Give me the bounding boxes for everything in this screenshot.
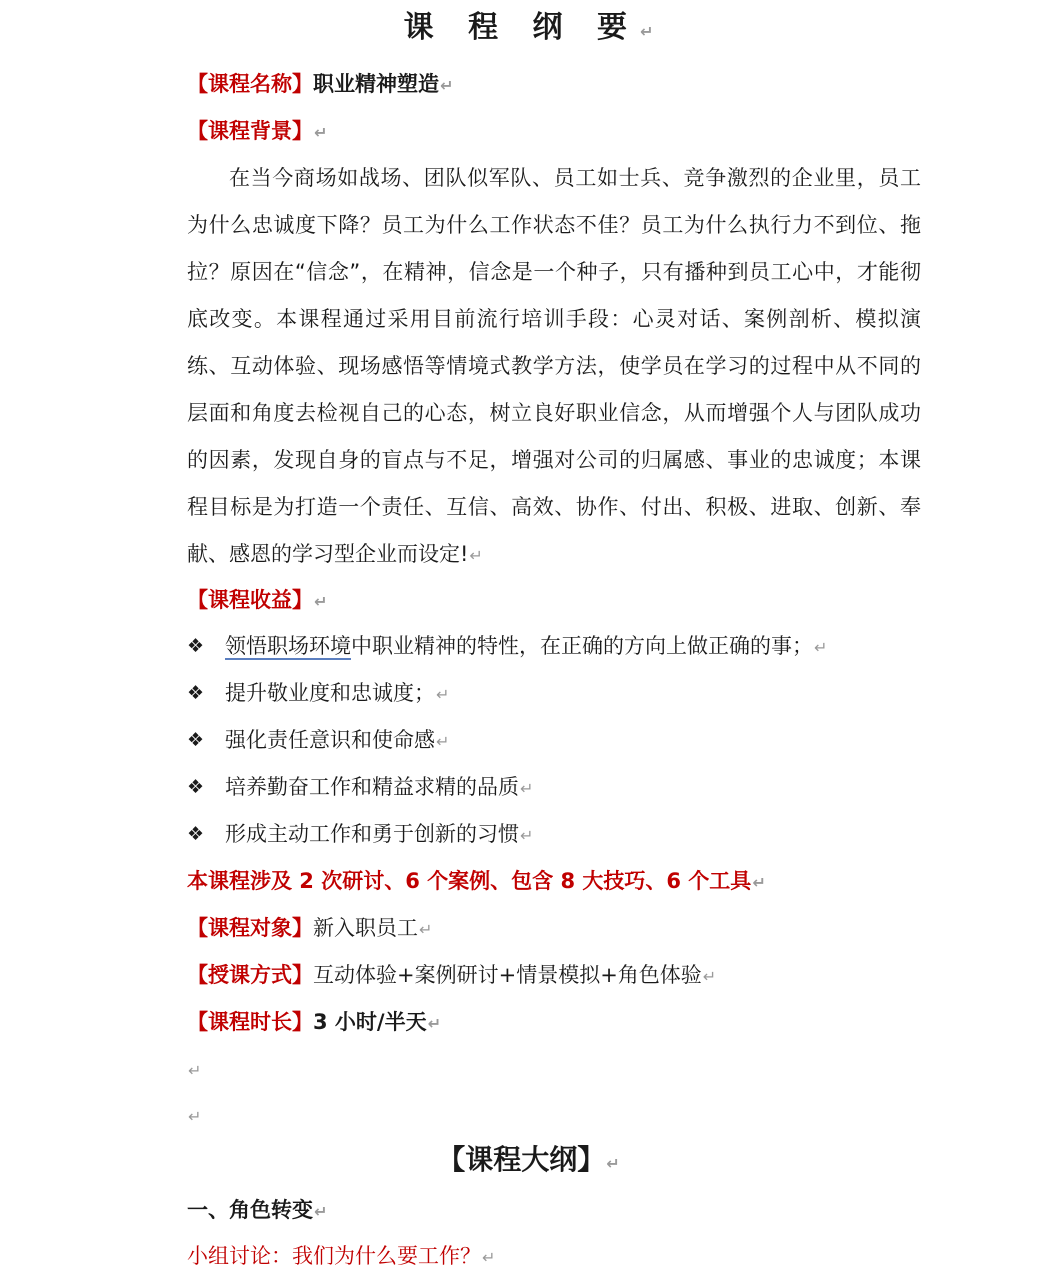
course-name-value: 职业精神塑造 <box>313 72 439 96</box>
method-label: 【授课方式】 <box>187 963 313 987</box>
paragraph-mark-icon: ↵ <box>752 873 766 892</box>
method-value: 互动体验+案例研讨+情景模拟+角色体验 <box>313 963 702 987</box>
paragraph-mark-icon: ↵ <box>419 920 433 939</box>
document-title <box>0 8 1057 52</box>
paragraph-mark-icon: ↵ <box>314 123 328 142</box>
empty-paragraph <box>187 1054 201 1086</box>
paragraph-mark-icon: ↵ <box>814 638 828 657</box>
paragraph-mark-icon: ↵ <box>440 76 454 95</box>
paragraph-mark-icon: ↵ <box>520 826 534 845</box>
paragraph-mark-icon: ↵ <box>314 592 328 611</box>
paragraph-mark-icon: ↵ <box>436 685 450 704</box>
duration-value: 3 小时/半天 <box>313 1010 427 1034</box>
discussion-line <box>187 1241 495 1273</box>
paragraph-mark-icon: ↵ <box>482 1248 496 1267</box>
paragraph-mark-icon: ↵ <box>436 732 450 751</box>
paragraph-mark-icon: ↵ <box>606 1154 620 1173</box>
background-paragraph <box>187 155 921 579</box>
section-heading <box>187 1195 327 1227</box>
paragraph-mark-icon: ↵ <box>314 1202 328 1221</box>
duration-line <box>187 1007 441 1039</box>
benefits-label: 【课程收益】 <box>187 588 313 612</box>
benefit-item <box>225 819 533 851</box>
section-1-title: 一、角色转变 <box>187 1198 313 1222</box>
benefits-heading <box>187 585 327 617</box>
empty-paragraph <box>187 1100 201 1132</box>
course-name-line <box>187 69 453 101</box>
benefit-text: 中职业精神的特性，在正确的方向上做正确的事； <box>351 634 813 658</box>
course-name-label: 【课程名称】 <box>187 72 313 96</box>
paragraph-mark-icon: ↵ <box>427 1014 441 1033</box>
paragraph-mark-icon: ↵ <box>702 967 717 986</box>
benefit-item <box>225 772 533 804</box>
audience-value: 新入职员工 <box>313 916 418 940</box>
paragraph-mark-icon: ↵ <box>188 1107 202 1126</box>
outline-title: 【课程大纲】 <box>437 1143 606 1176</box>
benefit-text: 培养勤奋工作和精益求精的品质 <box>225 775 519 799</box>
benefit-text: 提升敬业度和忠诚度； <box>225 681 435 705</box>
diamond-bullet-icon: ❖ <box>187 729 205 751</box>
background-label: 【课程背景】 <box>187 119 313 143</box>
benefit-item <box>225 725 449 757</box>
discussion-text: 小组讨论：我们为什么要工作？ <box>187 1244 481 1268</box>
benefit-underlined-text: 领悟职场环境 <box>225 634 351 658</box>
diamond-bullet-icon: ❖ <box>187 682 205 704</box>
benefit-item <box>225 678 449 710</box>
highlight-text: 本课程涉及 2 次研讨、6 个案例、包含 8 大技巧、6 个工具 <box>187 869 752 893</box>
paragraph-mark-icon: ↵ <box>639 22 654 41</box>
benefit-text: 强化责任意识和使命感 <box>225 728 435 752</box>
outline-heading <box>0 1142 1057 1182</box>
background-heading <box>187 116 327 148</box>
benefit-text: 形成主动工作和勇于创新的习惯 <box>225 822 519 846</box>
paragraph-mark-icon: ↵ <box>469 546 483 565</box>
title-text: 课 程 纲 要 <box>403 10 639 45</box>
highlight-line <box>187 866 766 898</box>
diamond-bullet-icon: ❖ <box>187 635 205 657</box>
paragraph-mark-icon: ↵ <box>188 1061 202 1080</box>
diamond-bullet-icon: ❖ <box>187 823 205 845</box>
paragraph-mark-icon: ↵ <box>520 779 534 798</box>
background-text: 在当今商场如战场、团队似军队、员工如士兵、竞争激烈的企业里，员工为什么忠诚度下降？员工为什么工作状态不佳？员工为什么执行力不到位、拖拉？原因在“信念”，在精神，信念是一个种子，只有播种到员工心中，才能彻底改变。本课程通过采用目前流行培训手段：心灵对话、案例剖析、模拟演练、互动体验、现场感悟等情境式教学方法，使学员在学习的过程中从不同的层面和角度去检视自己的心态，树立良好职业信念，从而增强个人与团队成功的因素，发现自身的盲点与不足，增强对公司的归属感、事业的忠诚度；本课程目标是为打造一个责任、互信、高效、协作、付出、积极、进取、创新、奉献、感恩的学习型企业而设定! <box>187 166 921 566</box>
audience-label: 【课程对象】 <box>187 916 313 940</box>
diamond-bullet-icon: ❖ <box>187 776 205 798</box>
benefit-item <box>225 631 827 663</box>
audience-line <box>187 913 432 945</box>
duration-label: 【课程时长】 <box>187 1010 313 1034</box>
method-line <box>187 960 716 992</box>
